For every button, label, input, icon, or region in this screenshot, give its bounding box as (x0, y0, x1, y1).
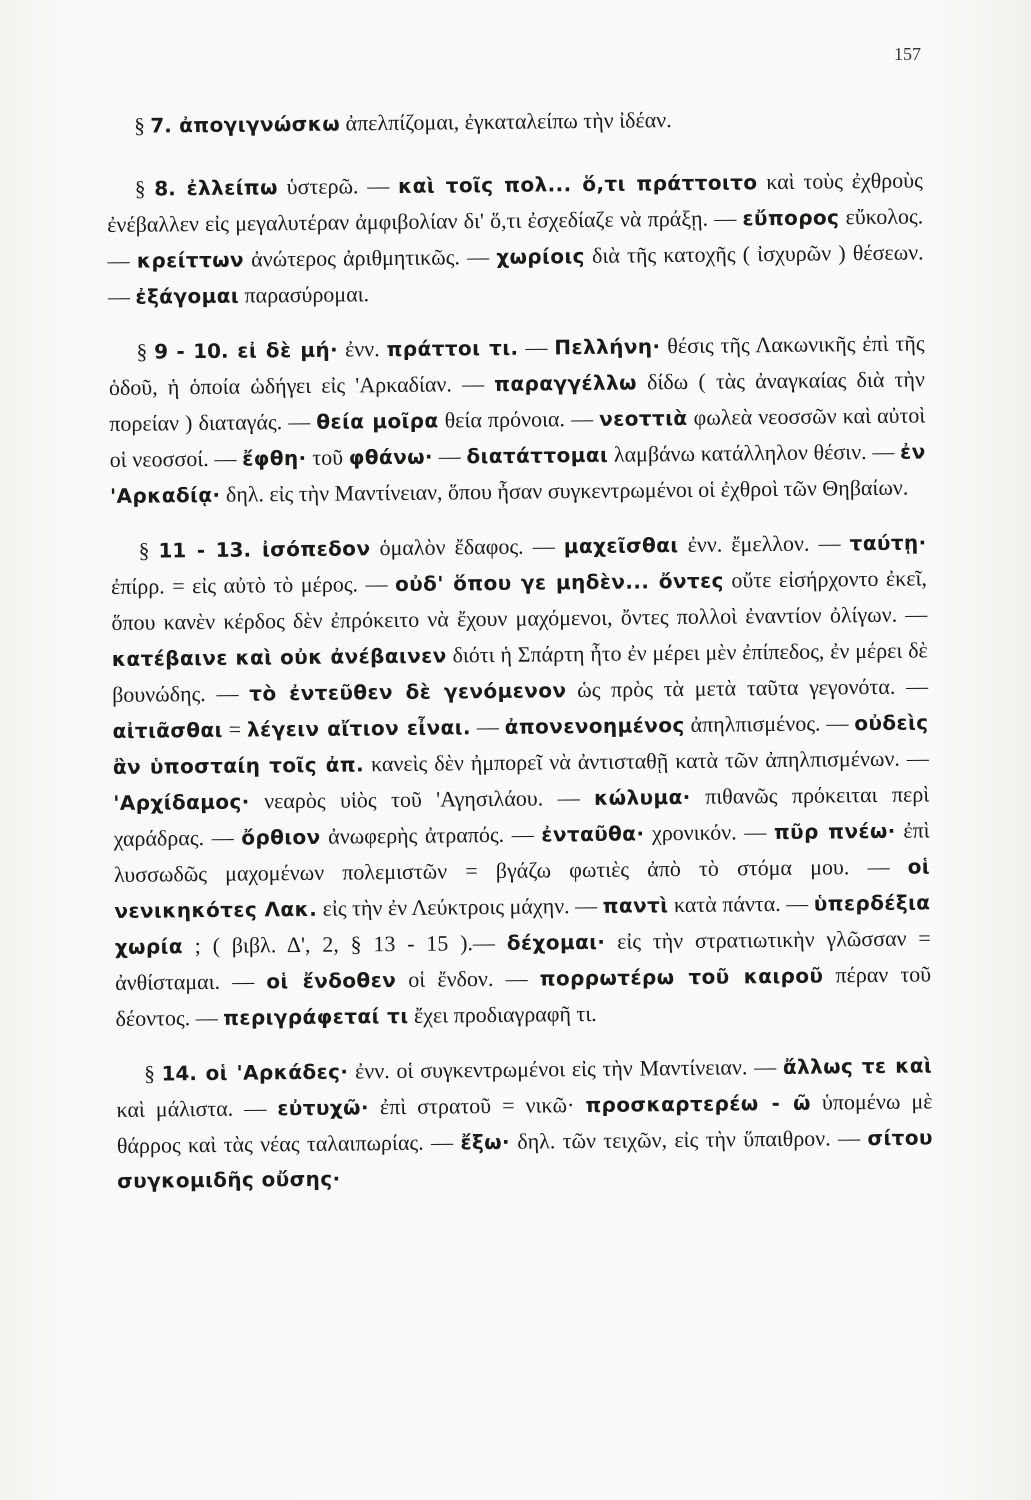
gloss-text: θεία πρόνοια. — (438, 405, 600, 433)
gloss-text: ἐπίρρ. = εἰς αὐτὸ τὸ μέρος. — (110, 570, 396, 599)
lemma-term: κώλυμα· (593, 784, 691, 810)
lemma-term: φθάνω· (348, 444, 434, 470)
gloss-text: ἀπελπίζομαι, ἐγκαταλείπω τὴν ἰδέαν. (339, 107, 672, 136)
gloss-text: εἰς τὴν στρατιωτικὴν γλῶσσαν = ἀνθίσταμαι. — (115, 925, 931, 995)
gloss-text: κατὰ πάντα. — (668, 890, 814, 918)
lemma-term: πράττοι τι. (386, 335, 519, 362)
section-sign: § (136, 339, 155, 364)
section-number: 11 - 13. (158, 537, 252, 563)
lemma-term: ὄρθιον (241, 824, 321, 850)
lemma-term: θεία μοῖρα (316, 408, 439, 434)
lemma-term: χωρίοις (496, 243, 585, 269)
gloss-text: ἐπὶ στρατοῦ = νικῶ· (368, 1092, 586, 1120)
lemma-term: ταύτῃ· (849, 530, 927, 556)
lemma-term: ἔξω· (460, 1129, 511, 1155)
lemma-term: 'Αρχίδαμος· (113, 789, 250, 815)
lemma-term: εἰ δὲ μή· (228, 337, 339, 363)
gloss-text: εὔκολος. — (107, 203, 924, 273)
section-paragraph (106, 99, 922, 144)
gloss-text: δηλ. τῶν τειχῶν, εἰς τὴν ὕπαιθρον. — (509, 1125, 868, 1154)
section-sign: § (138, 538, 159, 563)
gloss-text: τοῦ (306, 444, 349, 470)
lemma-term: πορρωτέρω τοῦ καιροῦ (539, 963, 824, 991)
gloss-text: ἐπὶ λυσσωδῶς μαχομένων πολεμιστῶν = βγάζω φωτιὲς ἀπὸ τὸ στόμα μου. — (113, 817, 930, 887)
lemma-term: πῦρ πνέω· (773, 818, 896, 845)
gloss-text: — (518, 334, 555, 360)
section-paragraph (108, 325, 926, 514)
lemma-term: κρείττων (136, 247, 245, 273)
gloss-text: ; ( βιβλ. Δ', 2, § 13 - 15 ).— (182, 929, 507, 959)
gloss-text: διὰ τῆς κατοχῆς ( ἰσχυρῶν ) θέσεων. — (107, 239, 924, 309)
lemma-term: προσκαρτερέω - ῶ (585, 1090, 812, 1118)
lemma-term: ἄλλως τε καὶ (782, 1053, 933, 1079)
section-number: 9 - 10. (153, 338, 229, 364)
gloss-text: παρασύρομαι. (238, 281, 370, 308)
gloss-text: ἐνν. ἔμελλον. — (678, 530, 850, 558)
gloss-text: δίδω ( τὰς ἀναγκαίας διὰ τὴν πορείαν ) διαταγάς. — (109, 366, 925, 436)
gloss-text: ἀπηλπισμένος. — (684, 710, 855, 737)
gloss-text: ὑπομένω μὲ θάρρος καὶ τὰς νέας ταλαιπωρίας. — (116, 1088, 933, 1158)
gloss-text: καὶ μάλιστα. — (116, 1095, 278, 1122)
lemma-term: οὐδ' ὅπου γε μηδὲν... ὄντες (394, 568, 724, 596)
section-number: 7. (150, 113, 172, 138)
gloss-text: λαμβάνω κατάλληλον θέσιν. — (608, 438, 901, 467)
section-paragraph (116, 1047, 933, 1199)
gloss-text: ὡς πρὸς τὰ μετὰ ταῦτα γεγονότα. — (566, 673, 929, 703)
section-sign: § (134, 113, 151, 138)
lemma-term: παντὶ (602, 893, 669, 918)
gloss-text: κανεὶς δὲν ἠμπορεῖ νὰ ἀντισταθῇ κατὰ τῶν ἀπηλπισμένων. — (363, 745, 929, 777)
gloss-text: — (432, 443, 467, 469)
gloss-text: εἰς τὴν ἐν Λεύκτροις μάχην. — (317, 892, 603, 921)
lemma-term: οἱ νενικηκότες Λακ. (114, 854, 931, 923)
lemma-term: τὸ ἐντεῦθεν δὲ γενόμενον (249, 678, 567, 706)
lemma-term: ἀπογιγνώσκω (171, 111, 341, 138)
gloss-text: χρονικόν. — (644, 819, 774, 846)
gloss-text: δηλ. εἰς τὴν Μαντίνειαν, ὅπου ἦσαν συγκεντρωμένοι οἱ ἐχθροὶ τῶν Θηβαίων. (220, 474, 909, 507)
lemma-term: οὐδεὶς ἂν ὑποσταίη τοῖς ἀπ. (112, 710, 929, 779)
lemma-term: δέχομαι· (506, 929, 606, 955)
gloss-text: πέραν τοῦ δέοντος. — (115, 961, 932, 1031)
lemma-term: παραγγέλλω (494, 370, 638, 396)
lemma-term: ἰσόπεδον (250, 536, 371, 562)
lemma-term: ἔφθη· (242, 445, 307, 471)
gloss-text: ἀνώτερος ἀριθμητικῶς. — (243, 243, 497, 272)
gloss-text: ὁμαλὸν ἔδαφος. — (370, 533, 564, 561)
lemma-term: ὑπερδέξια χωρία (114, 890, 931, 959)
section-sign: § (134, 176, 155, 201)
gloss-text: θέσις τῆς Λακωνικῆς ἐπὶ τῆς ὁδοῦ, ἡ ὁποία ὡδήγει εἰς 'Αρκαδίαν. — (108, 330, 925, 400)
lemma-term: ἐξάγομαι (135, 283, 240, 309)
lemma-term: Πελλήνη· (554, 334, 661, 360)
lemma-term: κατέβαινε καὶ οὐκ ἀνέβαινεν (111, 643, 447, 671)
gloss-text: ἐνν. οἱ συγκεντρωμένοι εἰς τὴν Μαντίνειαν. — (348, 1053, 784, 1084)
section-number: 14. (161, 1061, 198, 1086)
lemma-term: εὐτυχῶ· (277, 1095, 369, 1121)
lemma-term: σίτου συγκομιδῆς οὔσης· (117, 1125, 933, 1193)
gloss-text: διότι ἡ Σπάρτη ἦτο ἐν μέρει μὲν ἐπίπεδος, ἐν μέρει δὲ βουνώδης. — (112, 637, 928, 707)
gloss-text: οἱ ἔνδον. — (396, 965, 540, 993)
section-paragraph (110, 524, 931, 1037)
gloss-text: καὶ τοὺς ἐχθροὺς ἐνέβαλλεν εἰς μεγαλυτέραν ἀμφιβολίαν δι' ὅ,τι ἐσχεδίαζε νὰ πράξῃ. — (107, 167, 923, 237)
section-sign: § (143, 1061, 162, 1086)
gloss-text: πιθανῶς πρόκειται περὶ χαράδρας. — (113, 781, 930, 851)
lemma-term: εὔπορος (742, 205, 840, 231)
gloss-text: φωλεὰ νεοσσῶν καὶ αὐτοὶ οἱ νεοσσοί. — (109, 402, 926, 472)
lemma-term: νεοττιὰ (599, 405, 688, 431)
lemma-term: ἐνταῦθα· (541, 821, 645, 847)
lemma-term: ἀπονενοημένος (504, 712, 685, 739)
lemma-term: διατάττομαι (466, 442, 609, 469)
lemma-term: περιγράφεταί τι (223, 1003, 409, 1030)
lemma-term: αἰτιᾶσθαι (112, 717, 223, 743)
gloss-text: νεαρὸς υἱὸς τοῦ 'Αγησιλάου. — (249, 784, 595, 814)
gloss-text: — (470, 713, 505, 740)
gloss-text: ἀνωφερὴς ἀτραπός. — (320, 821, 542, 849)
page-number: 157 (894, 44, 921, 64)
lemma-term: οἱ ἔνδοθεν (266, 968, 397, 994)
lemma-term: οἱ 'Αρκάδες· (196, 1059, 349, 1086)
lemma-term: λέγειν αἴτιον εἶναι. (246, 715, 472, 742)
section-paragraph (107, 162, 924, 315)
gloss-text: ἔχει προδιαγραφῆ τι. (408, 1000, 597, 1028)
gloss-text: οὔτε εἰσήρχοντο ἐκεῖ, ὅπου κανὲν κέρδος δὲν ἐπρόκειτο νὰ ἔχουν μαχόμενοι, ὄντες πολλοὶ ἐναντίον ὀλίγων. — (111, 565, 928, 635)
lemma-term: μαχεῖσθαι (563, 533, 679, 559)
lemma-term: ἐλλείπω (175, 175, 278, 201)
gloss-text: = (222, 716, 248, 742)
gloss-text: ὑστερῶ. — (277, 172, 399, 200)
gloss-text: ἐνν. (337, 336, 387, 362)
lemma-term: ἐν 'Αρκαδίᾳ· (109, 439, 926, 508)
commentary-text (106, 99, 934, 1217)
lemma-term: καὶ τοῖς πολ... ὅ,τι πράττοιτο (397, 170, 758, 198)
section-number: 8. (154, 176, 176, 201)
